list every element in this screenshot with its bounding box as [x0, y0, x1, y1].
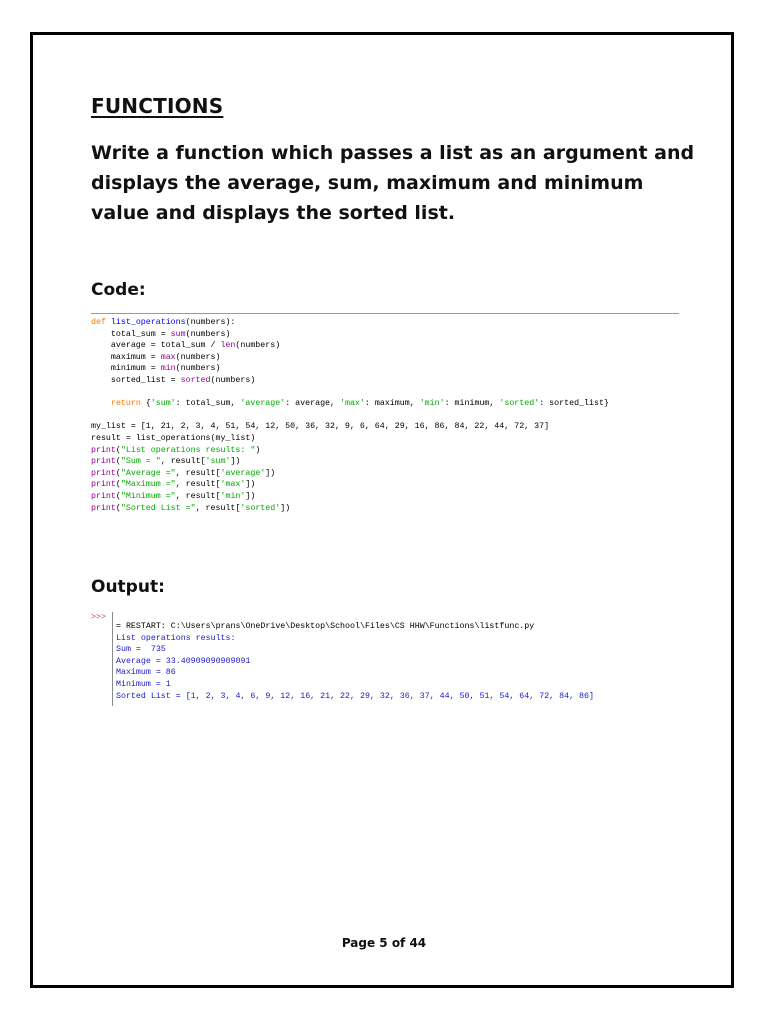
code-token: (numbers) [185, 329, 231, 339]
shell-line: Sorted List = [1, 2, 3, 4, 6, 9, 12, 16, 21, 22, 29, 32, 36, 37, 44, 50, 51, 54, 64, 72, 84, 86] [116, 691, 594, 701]
code-label: Code: [91, 280, 146, 300]
code-token: print [91, 480, 116, 490]
code-token: average = total_sum / [91, 341, 221, 351]
question-text: Write a function which passes a list as an argument and displays the average, sum, maximum and minimum value and displays the sorted list. [91, 142, 695, 224]
shell-lines [116, 621, 594, 702]
code-token: "Maximum =" [120, 480, 176, 490]
shell-line: Maximum = 86 [116, 668, 176, 678]
code-token: (numbers): [185, 318, 236, 327]
code-token: print [91, 503, 116, 513]
code-token: , result[ [175, 480, 221, 490]
code-line [91, 410, 679, 422]
code-token: (numbers) [235, 341, 281, 351]
code-token: ( [115, 468, 121, 478]
code-token: maximum = [91, 352, 161, 362]
code-token: ( [115, 445, 121, 455]
code-line [91, 317, 679, 329]
code-token: ( [115, 480, 121, 490]
code-token: my_list = [1, 21, 2, 3, 4, 51, 54, 12, 50, 36, 32, 9, 6, 64, 29, 16, 86, 84, 22, 44, 72, 37] [91, 422, 550, 432]
code-token: print [91, 468, 116, 478]
code-line [91, 375, 679, 387]
code-line [91, 479, 679, 491]
code-token: ( [115, 457, 121, 467]
code-token: { [140, 399, 151, 409]
code-token: sorted_list = [91, 375, 181, 385]
code-token: , result[ [195, 503, 241, 513]
shell-line: List operations results: [116, 633, 236, 643]
code-token: : sorted_list} [539, 399, 609, 409]
code-token: result = list_operations(my_list) [91, 433, 256, 443]
code-token: "Average =" [120, 468, 176, 478]
code-block [91, 313, 679, 514]
code-token: "Sum = " [120, 457, 161, 467]
code-line [91, 352, 679, 364]
code-token: (numbers) [175, 364, 221, 374]
code-token: max [160, 352, 176, 362]
shell-line: = RESTART: C:\Users\prans\OneDrive\Desktop\School\Files\CS HHW\Functions\listfunc.py [116, 622, 535, 631]
code-token: 'sorted' [499, 399, 540, 409]
code-line [91, 398, 679, 410]
shell-line: Average = 33.40909090909091 [116, 656, 251, 666]
code-token: , result[ [175, 491, 221, 501]
code-token: 'sum' [150, 399, 176, 409]
code-token: print [91, 445, 116, 455]
code-token: ( [115, 503, 121, 513]
code-token: print [91, 491, 116, 501]
code-token: ]) [280, 503, 291, 513]
output-label: Output: [91, 577, 165, 597]
code-line [91, 387, 679, 399]
code-token: 'max' [220, 480, 246, 490]
code-token: "Minimum =" [120, 491, 176, 501]
code-token: : maximum, [364, 399, 420, 409]
code-token: : minimum, [444, 399, 500, 409]
code-token: len [220, 341, 236, 351]
code-token: (numbers) [175, 352, 221, 362]
code-token: ]) [245, 491, 256, 501]
shell-line: Minimum = 1 [116, 679, 171, 689]
code-token: 'min' [419, 399, 445, 409]
code-token: ( [115, 491, 121, 501]
code-line [91, 491, 679, 503]
code-line [91, 363, 679, 375]
code-token: min [160, 364, 176, 374]
code-token: print [91, 457, 116, 467]
code-token [91, 399, 111, 408]
code-token: , result[ [175, 468, 221, 478]
code-token: ]) [245, 480, 256, 490]
code-line [91, 445, 679, 457]
code-line [91, 340, 679, 352]
code-token: total_sum = [91, 329, 171, 339]
section-heading: FUNCTIONS [91, 94, 224, 118]
shell-gutter-line [112, 612, 113, 706]
code-token: 'average' [240, 399, 286, 409]
code-line [91, 456, 679, 468]
shell-prompt: >>> [91, 613, 106, 622]
code-token: def [91, 318, 106, 327]
code-token: (numbers) [210, 375, 256, 385]
code-token: list_operations [110, 318, 186, 327]
code-token: ]) [230, 457, 241, 467]
code-line [91, 433, 679, 445]
code-token: , result[ [160, 457, 206, 467]
code-token: : total_sum, [175, 399, 241, 409]
code-token: minimum = [91, 364, 161, 374]
code-token: ) [255, 445, 261, 455]
code-token: 'average' [220, 468, 266, 478]
code-token: : average, [285, 399, 340, 409]
code-token: "Sorted List =" [120, 503, 196, 513]
code-token: 'sum' [205, 457, 231, 467]
code-token: return [110, 399, 141, 409]
shell-line: Sum = 735 [116, 645, 166, 655]
code-token: 'min' [220, 491, 246, 501]
code-token: 'sorted' [240, 503, 281, 513]
code-line [91, 421, 679, 433]
code-token: sorted [180, 375, 211, 385]
code-token: 'max' [340, 399, 365, 409]
code-token: sum [170, 329, 186, 339]
code-line [91, 468, 679, 480]
code-line [91, 503, 679, 515]
code-line [91, 329, 679, 341]
code-token: ]) [265, 468, 276, 478]
code-token: "List operations results: " [120, 445, 256, 455]
shell-output [91, 612, 679, 706]
page-number: Page 5 of 44 [341, 936, 427, 950]
